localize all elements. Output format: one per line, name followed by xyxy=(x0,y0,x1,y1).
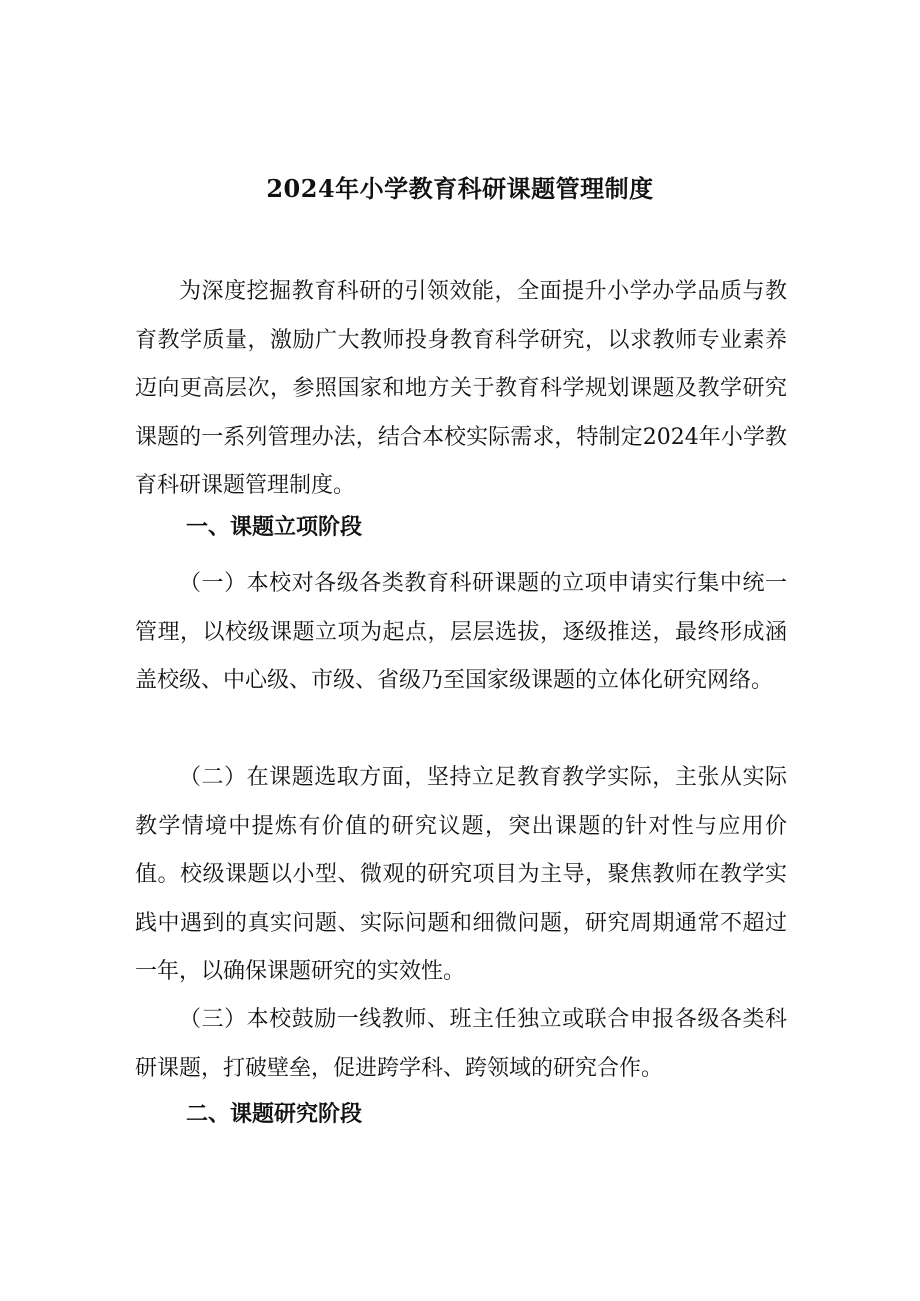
section1-item-3: （三）本校鼓励一线教师、班主任独立或联合申报各级各类科研课题，打破壁垒，促进跨学科、跨领域的研究合作。 xyxy=(135,1007,787,1081)
section1-item-2: （二）在课题选取方面，坚持立足教育教学实际，主张从实际教学情境中提炼有价值的研究议题，突出课题的针对性与应用价值。校级课题以小型、微观的研究项目为主导，聚焦教师在教学实践中遇到的真实问题、实际问题和细微问题，研究周期通常不超过一年，以确保课题研究的实效性。 xyxy=(135,765,787,985)
section1-item-1: （一）本校对各级各类教育科研课题的立项申请实行集中统一管理，以校级课题立项为起点，层层选拔，逐级推送，最终形成涵盖校级、中心级、市级、省级乃至国家级课题的立体化研究网络。 xyxy=(135,571,787,694)
intro-paragraph: 为深度挖掘教育科研的引领效能，全面提升小学办学品质与教育教学质量，激励广大教师投身教育科学研究，以求教师专业素养迈向更高层次，参照国家和地方关于教育科学规划课题及教学研究课题的一系列管理办法，结合本校实际需求，特制定2024年小学教育科研课题管理制度。 xyxy=(135,279,787,499)
document-title: 2024年小学教育科研课题管理制度 xyxy=(266,174,654,203)
section-heading-1: 一、课题立项阶段 xyxy=(186,514,363,540)
section-heading-2: 二、课题研究阶段 xyxy=(186,1101,363,1127)
